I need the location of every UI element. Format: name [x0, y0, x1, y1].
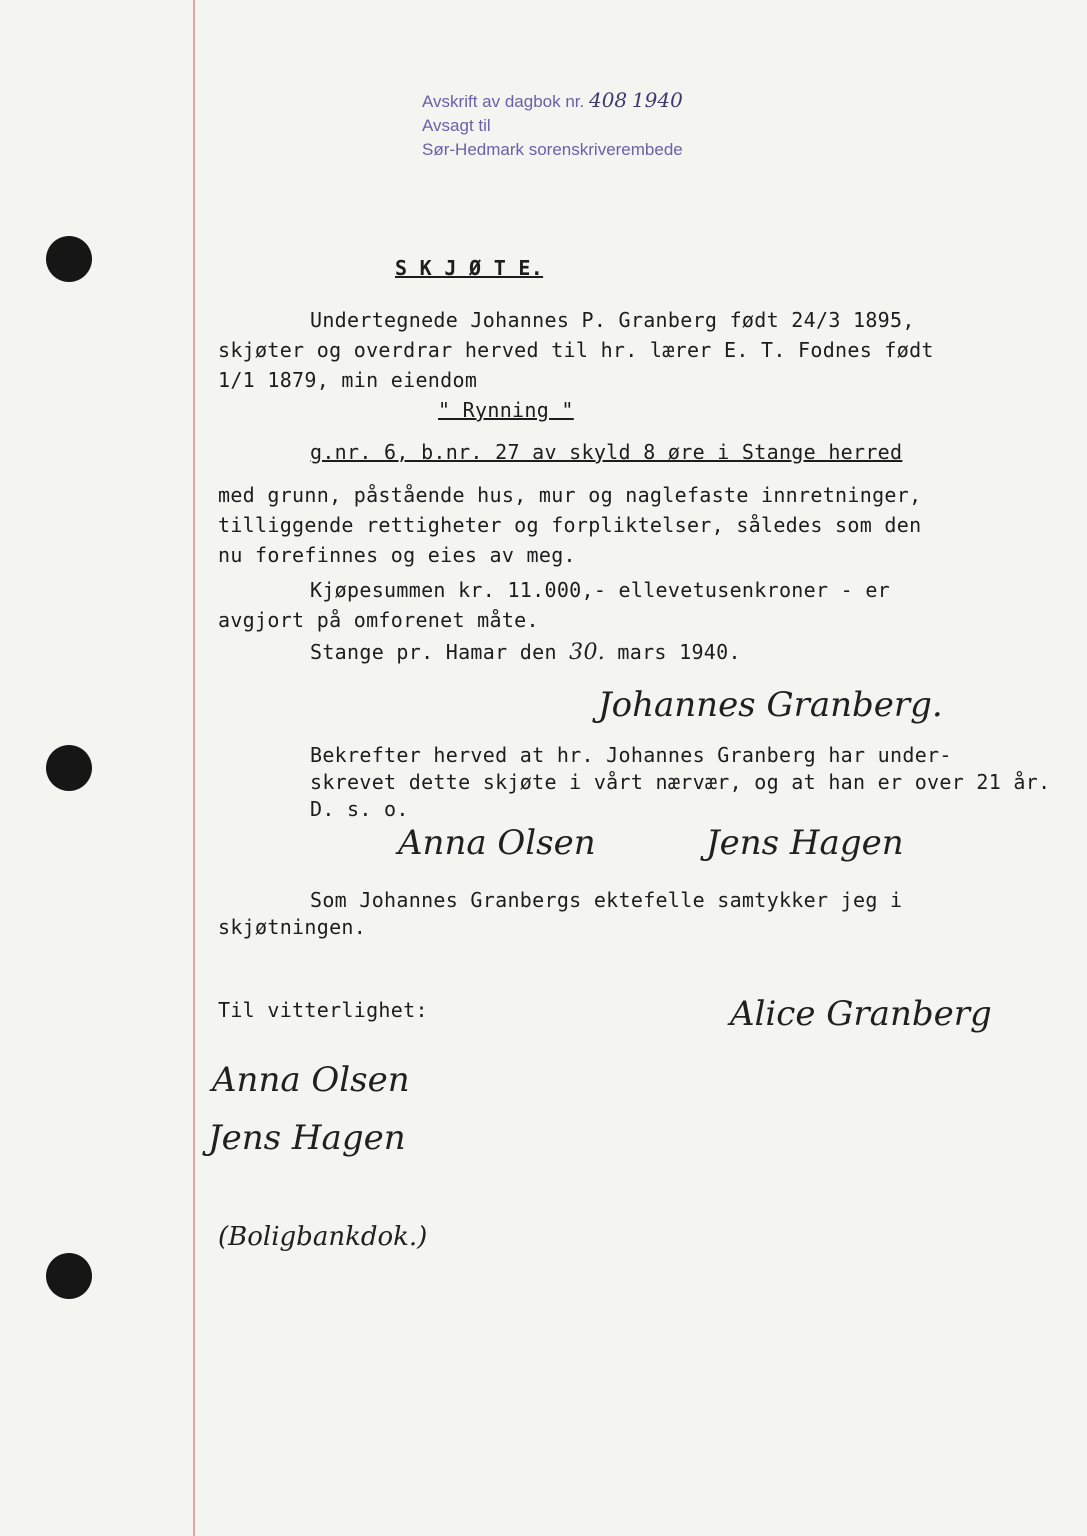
body-line: Kjøpesummen kr. 11.000,- ellevetusenkroner - er [310, 578, 891, 602]
confirm-line: Bekrefter herved at hr. Johannes Granberg har under- [310, 743, 952, 767]
punch-hole [46, 745, 92, 791]
body-line: avgjort på omforenet måte. [218, 608, 539, 632]
stamp-number: 408 [588, 88, 628, 112]
consent-line: skjøtningen. [218, 915, 367, 939]
place-date [310, 640, 741, 665]
document-title: S K J Ø T E. [395, 256, 544, 280]
stamp-prefix: Avskrift av [422, 92, 501, 111]
body-line: Undertegnede Johannes P. Granberg født 24/3 1895, [310, 308, 915, 332]
body-line: nu forefinnes og eies av meg. [218, 543, 576, 567]
stamp-line2: Avsagt til [422, 116, 491, 135]
body-line: med grunn, påstående hus, mur og naglefaste innretninger, [218, 483, 922, 507]
stamp-dagbok: dagbok nr. [504, 92, 585, 111]
stamp-office: Sør-Hedmark sorenskriverembede [422, 140, 683, 159]
handwritten-note: (Boligbankdok.) [218, 1222, 428, 1252]
consent-line: Som Johannes Granbergs ektefelle samtykker jeg i [310, 888, 903, 912]
vitterlighet-signature-2: Jens Hagen [208, 1118, 406, 1158]
punch-hole [46, 1253, 92, 1299]
stamp-year: 1940 [631, 88, 683, 112]
witness1-signature: Anna Olsen [398, 823, 596, 863]
registry-stamp [422, 88, 683, 162]
confirm-line: D. s. o. [310, 797, 409, 821]
place-date-day: 30. [569, 640, 606, 665]
punch-hole [46, 236, 92, 282]
body-line: skjøter og overdrar herved til hr. lærer E. T. Fodnes født [218, 338, 934, 362]
body-line: 1/1 1879, min eiendom [218, 368, 478, 392]
seller-signature: Johannes Granberg. [598, 685, 943, 725]
witness2-signature: Jens Hagen [706, 823, 904, 863]
vitterlighet-signature-1: Anna Olsen [212, 1060, 410, 1100]
witness-heading: Til vitterlighet: [218, 998, 428, 1022]
margin-line [193, 0, 195, 1536]
property-detail: g.nr. 6, b.nr. 27 av skyld 8 øre i Stange herred [310, 440, 903, 464]
spouse-signature: Alice Granberg [730, 994, 992, 1034]
property-name: " Rynning " [438, 398, 574, 422]
place-date-prefix: Stange pr. Hamar den [310, 640, 557, 664]
body-line: tilliggende rettigheter og forpliktelser, således som den [218, 513, 922, 537]
confirm-line: skrevet dette skjøte i vårt nærvær, og at han er over 21 år. [310, 770, 1051, 794]
place-date-suffix: mars 1940. [617, 640, 741, 664]
